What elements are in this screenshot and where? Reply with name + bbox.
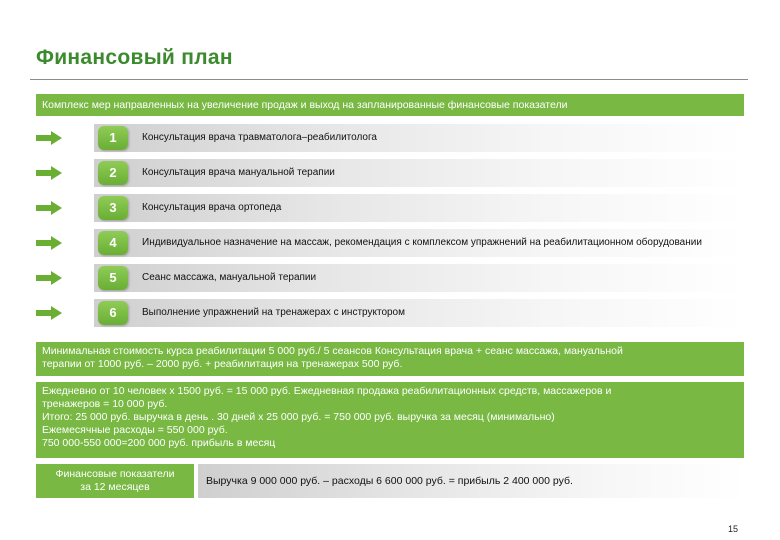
page-number: 15 xyxy=(728,524,739,534)
step-row xyxy=(36,124,746,152)
financials-label-line: за 12 месяцев xyxy=(80,481,150,493)
calc-line: Итого: 25 000 руб. выручка в день . 30 дней х 25 000 руб. = 750 000 руб. выручка за месяц (минимально) xyxy=(42,411,555,423)
financials-value: Выручка 9 000 000 руб. – расходы 6 600 000 руб. = прибыль 2 400 000 руб. xyxy=(198,464,746,498)
arrow-right-icon xyxy=(36,131,62,145)
arrow-right-icon xyxy=(36,201,62,215)
step-row xyxy=(36,264,746,292)
step-text: Консультация врача мануальной терапии xyxy=(142,167,335,178)
step-number-badge: 2 xyxy=(98,161,128,185)
step-row xyxy=(36,229,746,257)
calc-line: Ежедневно от 10 человек х 1500 руб. = 15 000 руб. Ежедневная продажа реабилитационных средств, массажеров и xyxy=(42,385,612,397)
calc-line: 750 000-550 000=200 000 руб. прибыль в месяц xyxy=(42,437,276,449)
financials-label xyxy=(36,464,194,498)
step-number-badge: 1 xyxy=(98,126,128,150)
arrow-right-icon xyxy=(36,166,62,180)
step-text: Консультация врача ортопеда xyxy=(142,202,282,213)
arrow-right-icon xyxy=(36,236,62,250)
step-row xyxy=(36,194,746,222)
min-cost-box xyxy=(36,342,744,376)
min-cost-line: терапии от 1000 руб. – 2000 руб. + реабилитация на тренажерах 500 руб. xyxy=(42,358,403,370)
financials-label-line: Финансовые показатели xyxy=(55,468,175,480)
step-row xyxy=(36,159,746,187)
calc-line: Ежемесячные расходы = 550 000 руб. xyxy=(42,424,228,436)
title-divider xyxy=(30,79,748,80)
arrow-right-icon xyxy=(36,306,62,320)
step-text: Сеанс массажа, мануальной терапии xyxy=(142,272,317,283)
step-number-badge: 5 xyxy=(98,266,128,290)
step-number-badge: 6 xyxy=(98,301,128,325)
page-title: Финансовый план xyxy=(36,46,233,69)
header-bar: Комплекс мер направленных на увеличение продаж и выход на запланированные финансовые показатели xyxy=(36,94,744,116)
arrow-right-icon xyxy=(36,271,62,285)
step-text: Индивидуальное назначение на массаж, рекомендация с комплексом упражнений на реабилитационном оборудовании xyxy=(142,237,702,248)
step-number-badge: 3 xyxy=(98,196,128,220)
step-text: Консультация врача травматолога–реабилитолога xyxy=(142,132,377,143)
step-text: Выполнение упражнений на тренажерах с инструктором xyxy=(142,307,405,318)
min-cost-line: Минимальная стоимость курса реабилитации 5 000 руб./ 5 сеансов Консультация врача + сеанс массажа, мануальной xyxy=(42,345,623,357)
step-row xyxy=(36,299,746,327)
step-number-badge: 4 xyxy=(98,231,128,255)
calculation-box xyxy=(36,382,744,458)
calc-line: тренажеров = 10 000 руб. xyxy=(42,398,168,410)
